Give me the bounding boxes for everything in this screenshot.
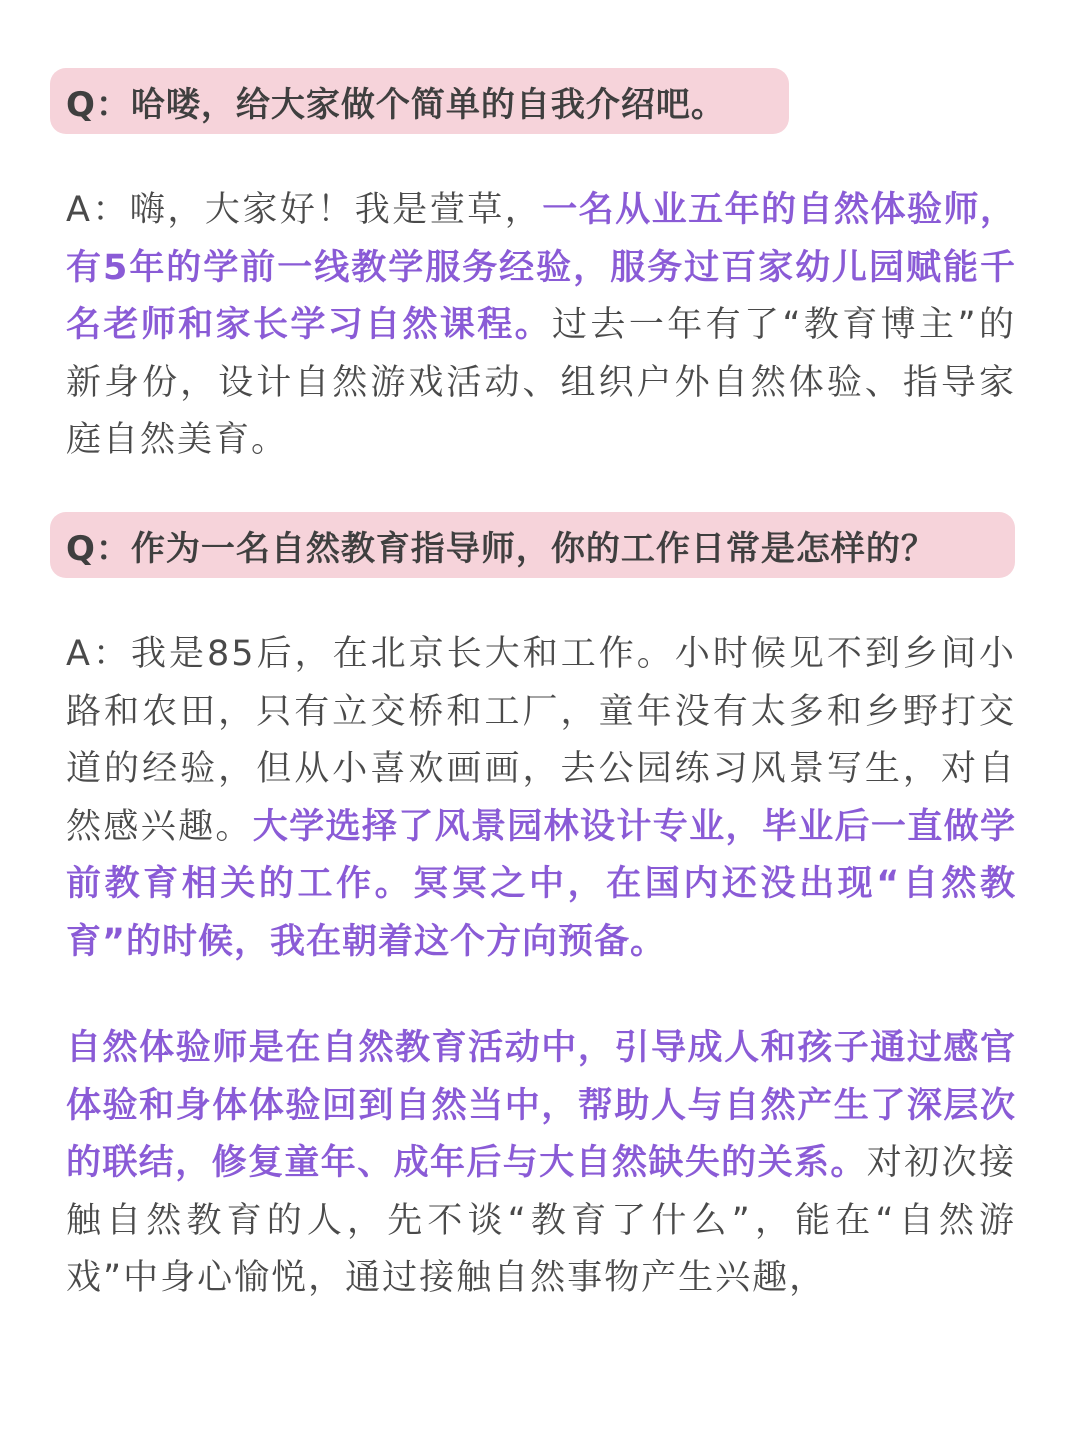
question-2-banner [50,512,1015,578]
answer-3-paragraph [66,1020,1016,1308]
answer-2-intro-text: A：我是85后，在北京长大和工作。小时候见不到乡间小路和农田，只有立交桥和工厂，童年没有太多和乡野打交道的经验，但从小喜欢画画，去公园练习风景写生，对自然感兴趣。 [66,634,1016,847]
question-2-text: Q：作为一名自然教育指导师，你的工作日常是怎样的？ [66,528,936,569]
question-1-banner [50,68,789,134]
question-1-text: Q：哈喽，给大家做个简单的自我介绍吧。 [66,84,726,125]
answer-2-paragraph [66,626,1016,971]
answer-1-rest-text: 过去一年有了“教育博主”的新身份，设计自然游戏活动、组织户外自然体验、指导家庭自然美育。 [66,305,1016,460]
answer-1-intro-text: A：嗨，大家好！我是萱草， [66,190,543,230]
answer-1-paragraph [66,182,1016,470]
answer-3-highlight-text: 自然体验师是在自然教育活动中，引导成人和孩子通过感官体验和身体体验回到自然当中，帮助人与自然产生了深层次的联结，修复童年、成年后与大自然缺失的关系。 [66,1028,1016,1183]
answer-1-highlight-text: 一名从业五年的自然体验师，有5年的学前一线教学服务经验，服务过百家幼儿园赋能千名老师和家长学习自然课程。 [66,190,1016,345]
answer-2-highlight-text: 大学选择了风景园林设计专业，毕业后一直做学前教育相关的工作。冥冥之中，在国内还没出现“自然教育”的时候，我在朝着这个方向预备。 [66,806,1016,962]
answer-3-rest-text: 对初次接触自然教育的人，先不谈“教育了什么”，能在“自然游戏”中身心愉悦，通过接触自然事物产生兴趣， [66,1143,1016,1298]
